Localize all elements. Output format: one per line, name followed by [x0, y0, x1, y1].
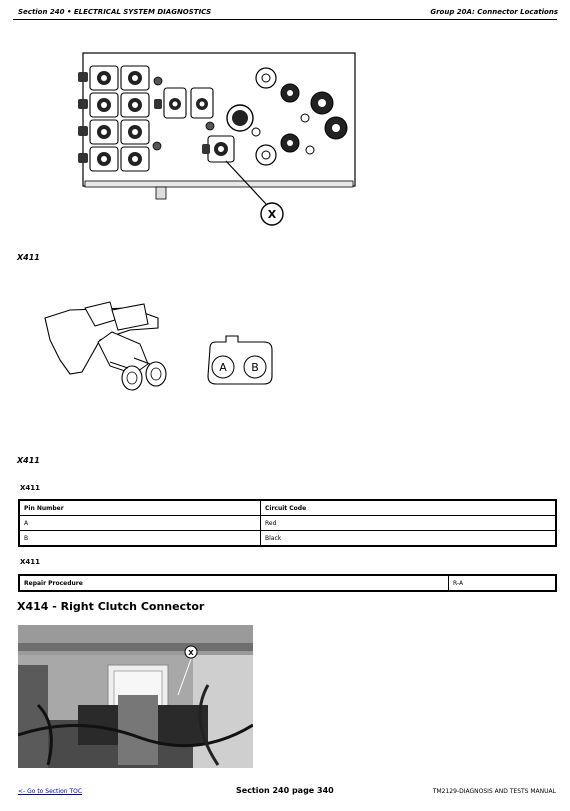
manual-title: TM2129-DIAGNOSIS AND TESTS MANUAL [432, 788, 556, 795]
pin-a-label: A [219, 361, 227, 374]
circuit-cell: Black [261, 531, 557, 547]
connector-diagram [40, 300, 280, 400]
pin-b-label: B [251, 361, 259, 374]
pin-table [18, 499, 557, 547]
repair-table [18, 574, 557, 592]
header-group-title: Group 20A: Connector Locations [430, 8, 558, 16]
circuit-cell: Red [261, 516, 557, 531]
go-to-section-toc-link[interactable]: <- Go to Section TOC [18, 788, 83, 795]
repair-procedure-label: Repair Procedure [19, 575, 449, 591]
table-row [19, 575, 556, 591]
callout-label: X [267, 208, 277, 221]
header-section-title: Section 240 • ELECTRICAL SYSTEM DIAGNOSTICS [18, 8, 212, 16]
table1-title: X411 [20, 484, 41, 492]
table-row [19, 516, 556, 531]
photo-callout-label: X [188, 649, 194, 657]
header-circuit-code: Circuit Code [261, 500, 557, 516]
page-number: Section 240 page 340 [236, 786, 334, 795]
right-clutch-connector-photo [18, 625, 253, 768]
section-title: X414 - Right Clutch Connector [17, 600, 205, 613]
connector-label-2: X411 [17, 456, 40, 465]
repair-procedure-value: R-A [449, 575, 557, 591]
header-divider [13, 19, 557, 20]
header-pin-number: Pin Number [19, 500, 261, 516]
connector-label: X411 [17, 253, 40, 262]
pin-cell: A [19, 516, 261, 531]
table-row [19, 531, 556, 547]
valve-block-diagram [60, 48, 370, 233]
pin-cell: B [19, 531, 261, 547]
table2-title: X411 [20, 558, 41, 566]
table-header-row [19, 500, 556, 516]
